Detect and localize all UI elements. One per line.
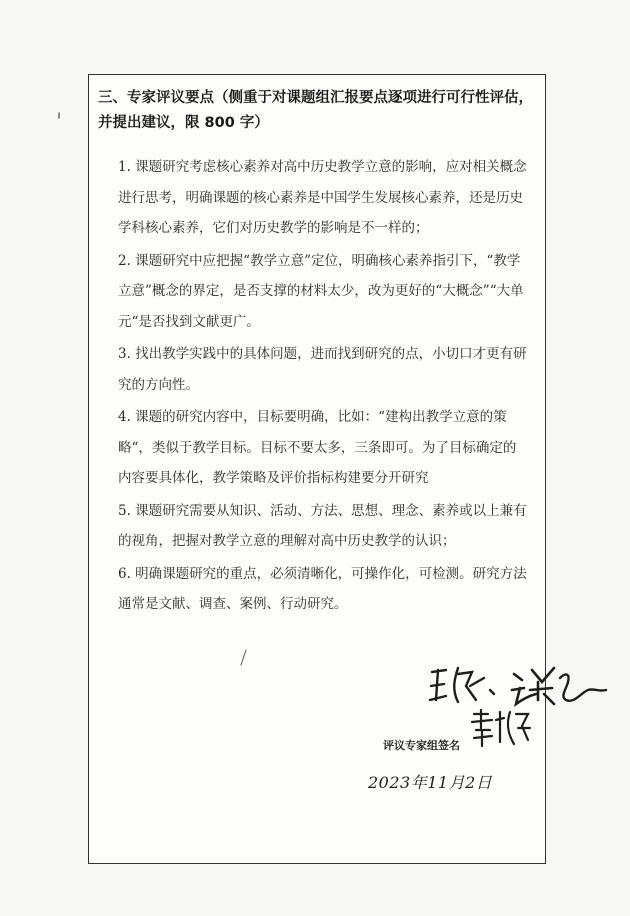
comment-item-4: 4. 课题的研究内容中，目标要明确，比如：“建构出教学立意的策略“，类似于教学目标。目标不要太多，三条即可。为了目标确定的内容要具体化，教学策略及评价指标构建要分开研究 [118, 409, 517, 486]
pen-mark-stroke [238, 648, 248, 668]
comment-item-1: 1. 课题研究考虑核心素养对高中历史教学立意的影响，应对相关概念进行思考，明确课题的核心素养是中国学生发展核心素养，还是历史学科核心素养，它们对历史教学的影响是不一样的； [118, 159, 527, 236]
comment-item-6: 6. 明确课题研究的重点，必须清晰化，可操作化，可检测。研究方法通常是文献、调查、案例、行动研究。 [118, 565, 527, 612]
comment-item-5: 5. 课题研究需要从知识、活动、方法、思想、理念、素养或以上兼有的视角，把握对教学立意的理解对高中历史教学的认识； [118, 502, 527, 549]
handwritten-signature-1 [428, 660, 508, 710]
pen-mark-dot [56, 112, 62, 120]
comment-item-3: 3. 找出教学实践中的具体问题，进而找到研究的点，小切口才更有研究的方向性。 [118, 346, 527, 393]
signature-date: 2023年11月2日 [368, 773, 493, 792]
comments-list [118, 152, 528, 620]
handwritten-signature-3 [470, 706, 532, 750]
section-heading: 三、专家评议要点（侧重于对课题组汇报要点逐项进行可行性评估，并提出建议，限 800 字） [98, 90, 533, 131]
handwritten-signature-2 [508, 660, 612, 710]
comment-item-2: 2. 课题研究中应把握“教学立意”定位，明确核心素养指引下，“教学立意”概念的界定，是否支撑的材料太少，改为更好的“大概念”“大单元“是否找到文献更广。 [118, 252, 524, 330]
signature-label: 评议专家组签名 [383, 739, 460, 752]
